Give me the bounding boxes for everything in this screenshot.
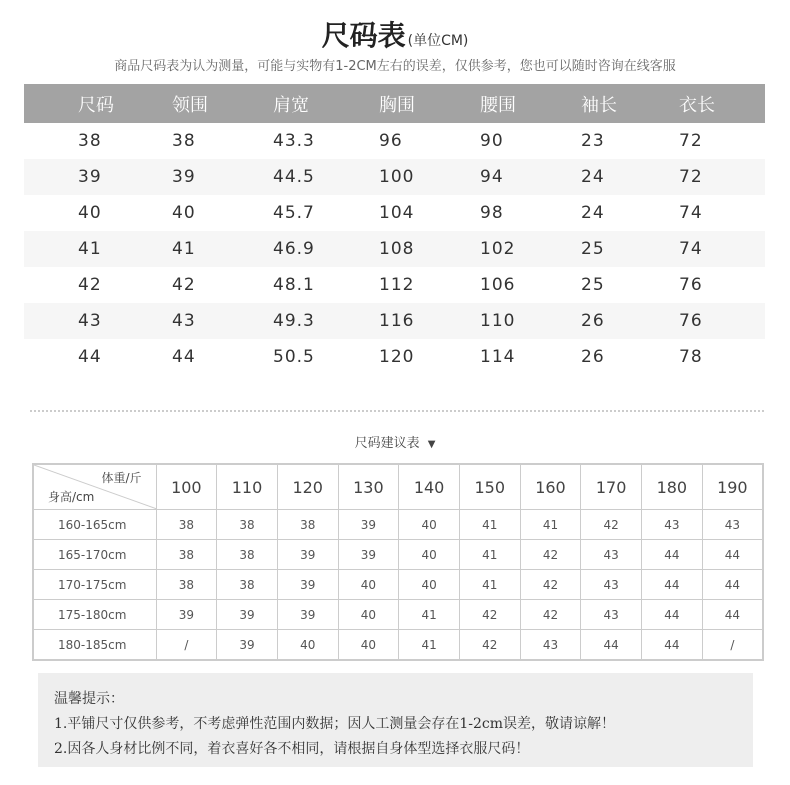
table-cell: 24 [581,203,605,223]
weight-axis-label: 体重/斤 [101,471,142,485]
table-cell: 41 [459,540,520,570]
table-cell: 74 [679,203,703,223]
table-cell: 42 [520,540,581,570]
table-cell: 40 [78,203,102,223]
table-cell: 76 [679,303,765,339]
table-row [24,195,765,231]
table-row [24,303,765,339]
table-cell: 44 [642,630,703,661]
table-cell: 44 [642,540,703,570]
table-cell: 39 [217,630,278,661]
weight-header: 130 [338,464,399,510]
table-row [33,630,763,661]
table-cell: 38 [156,570,217,600]
table-cell: 42 [172,275,196,295]
table-row [33,600,763,630]
table-cell: 42 [581,510,642,540]
table-row [24,267,765,303]
table-cell: 40 [172,203,196,223]
height-axis-label: 身高/cm [48,490,95,504]
table-cell: 72 [679,131,703,151]
weight-header-row [33,464,763,510]
notes-box [38,673,753,767]
column-header: 尺码 [24,84,172,123]
height-range: 175-180cm [33,600,156,630]
height-range: 180-185cm [33,630,156,661]
table-cell: 23 [581,131,605,151]
table-cell: 42 [459,600,520,630]
weight-header: 140 [399,464,460,510]
table-cell: 39 [277,540,338,570]
table-cell: 90 [480,131,504,151]
table-cell: 44 [702,570,763,600]
table-cell: 26 [581,347,605,367]
column-header: 袖长 [581,84,679,123]
table-cell: 78 [679,347,703,367]
note-item: 1.平铺尺寸仅供参考，不考虑弹性范围内数据；因人工测量会存在1-2cm误差，敬请谅解！ [54,716,616,732]
table-cell: 41 [459,570,520,600]
table-cell: 48.1 [273,275,315,295]
table-cell: 44 [78,347,102,367]
table-cell: 38 [78,131,102,151]
table-cell: 44 [642,570,703,600]
unit-label: (单位CM) [407,33,469,49]
height-range: 170-175cm [33,570,156,600]
column-header: 胸围 [379,84,480,123]
notes-title: 温馨提示： [54,691,124,707]
table-row [24,231,765,267]
table-cell: 120 [379,347,415,367]
table-cell: 40 [338,570,399,600]
weight-header: 190 [702,464,763,510]
table-cell: 43 [702,510,763,540]
table-cell: 39 [156,600,217,630]
table-cell: 42 [520,570,581,600]
table-cell: 44 [581,630,642,661]
suggestion-title [0,432,790,451]
table-cell: 42 [78,275,102,295]
table-cell: 43 [581,540,642,570]
column-header: 衣长 [679,84,765,123]
table-cell: 39 [172,159,273,195]
table-cell: 50.5 [273,347,315,367]
table-cell: 41 [399,600,460,630]
table-cell: 42 [520,600,581,630]
table-cell: 41 [172,231,273,267]
table-cell: 40 [399,570,460,600]
table-cell: 43.3 [273,131,315,151]
weight-header: 120 [277,464,338,510]
height-range: 165-170cm [33,540,156,570]
table-cell: 40 [338,630,399,661]
table-cell: 41 [24,231,172,267]
size-suggestion-table [32,463,764,661]
table-cell: 44 [642,600,703,630]
table-cell: 72 [679,159,765,195]
table-cell: 114 [480,347,516,367]
table-cell: 40 [399,510,460,540]
weight-header: 110 [217,464,278,510]
page-title: 尺码表 [321,19,406,52]
table-cell: 38 [217,540,278,570]
note-item: 2.因各人身材比例不同，着衣喜好各不相同，请根据自身体型选择衣服尺码！ [54,741,530,757]
weight-header: 160 [520,464,581,510]
table-cell: 110 [480,303,581,339]
height-range: 160-165cm [33,510,156,540]
table-cell: 38 [156,510,217,540]
table-row [33,570,763,600]
table-cell: 40 [399,540,460,570]
table-cell: 38 [217,570,278,600]
table-row [24,123,765,159]
table-cell: 98 [480,203,504,223]
table-cell: / [702,630,763,661]
table-cell: 43 [172,303,273,339]
table-cell: 104 [379,203,415,223]
table-cell: 43 [642,510,703,540]
table-cell: 44 [702,600,763,630]
table-cell: 46.9 [273,231,379,267]
weight-header: 100 [156,464,217,510]
table-cell: 116 [379,303,480,339]
table-cell: 41 [459,510,520,540]
table-cell: 39 [24,159,172,195]
table-row [33,510,763,540]
table-row [24,339,765,375]
table-cell: 43 [520,630,581,661]
measurement-disclaimer: 商品尺码表为认为测量，可能与实物有1-2CM左右的误差，仅供参考，您也可以随时咨询在线客服 [114,59,676,74]
table-cell: 106 [480,275,516,295]
table-cell: 41 [399,630,460,661]
table-cell: 44.5 [273,159,379,195]
table-cell: 41 [520,510,581,540]
suggestion-title-text: 尺码建议表 [354,436,420,451]
table-cell: 39 [338,510,399,540]
table-cell: 38 [277,510,338,540]
table-cell: / [156,630,217,661]
table-cell: 25 [581,231,679,267]
table-cell: 102 [480,231,581,267]
table-cell: 24 [581,159,679,195]
table-cell: 44 [172,347,196,367]
column-header: 领围 [172,84,273,123]
table-cell: 43 [581,600,642,630]
table-cell: 39 [338,540,399,570]
table-cell: 40 [338,600,399,630]
size-chart-table [24,84,765,375]
table-cell: 25 [581,275,605,295]
table-cell: 100 [379,159,480,195]
table-cell: 45.7 [273,203,315,223]
table-cell: 49.3 [273,303,379,339]
size-table-header [24,84,765,123]
table-cell: 44 [702,540,763,570]
table-cell: 76 [679,275,703,295]
table-cell: 39 [277,570,338,600]
table-cell: 39 [217,600,278,630]
corner-header [33,464,156,510]
table-cell: 42 [459,630,520,661]
table-cell: 26 [581,303,679,339]
table-cell: 96 [379,131,403,151]
title-block [0,14,790,54]
table-cell: 38 [172,131,196,151]
table-row [33,540,763,570]
table-cell: 94 [480,159,581,195]
table-cell: 74 [679,231,765,267]
table-cell: 43 [581,570,642,600]
table-cell: 112 [379,275,415,295]
table-cell: 40 [277,630,338,661]
down-arrow-icon: ▼ [427,439,436,450]
weight-header: 180 [642,464,703,510]
column-header: 腰围 [480,84,581,123]
weight-header: 150 [459,464,520,510]
table-cell: 38 [156,540,217,570]
table-cell: 39 [277,600,338,630]
table-cell: 38 [217,510,278,540]
column-header: 肩宽 [273,84,379,123]
dotted-divider [30,410,764,412]
table-cell: 108 [379,231,480,267]
table-row [24,159,765,195]
table-cell: 43 [24,303,172,339]
weight-header: 170 [581,464,642,510]
